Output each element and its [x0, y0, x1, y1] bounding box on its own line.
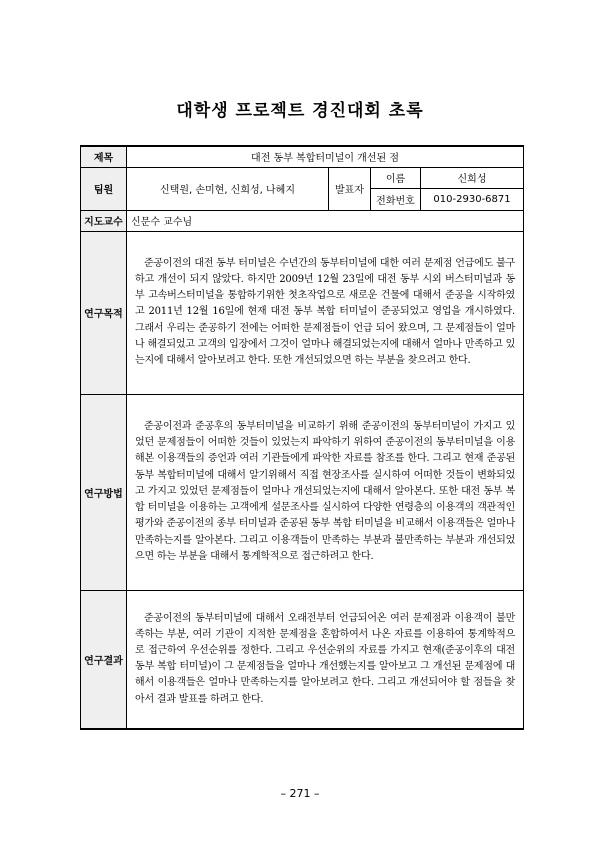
title-value: 대전 동부 복합터미널이 개선된 점	[127, 146, 524, 167]
method-label: 연구방법	[81, 394, 127, 590]
method-text: 준공이전과 준공후의 동부터미널을 비교하기 위해 준공이전의 동부터미널이 가지고 있었던 문제점들이 어떠한 것들이 있었는지 파악하기 위하여 준공이전의 동부터미널을 이용해본 이용객들의 증언과 여러 기관들에게 파악한 자료를 참조를 한다. 그리고 현재 준공된 동부 복합터미널에 대해서 알기위해서 직접 현장조사를 실시하여 어떠한 것들이 변화되었고 가지고 있었던 문제점들이 얼마나 개선되었는지에 대해서 알아본다. 또한 대전 동부 복합 터미널을 이용하는 고객에게 설문조사를 실시하여 다양한 연령층의 이용객의 객관적인 평가와 준공이전의 종부 터미널과 준공된 동부 복합 터미널을 비교해서 이용객들은 얼마나 만족하는지를 알아본다. 그리고 이용객들이 만족하는 부분과 불만족하는 부분과 개선되었으면 하는 부분을 대해서 통계학적으로 접근하려고 한다.	[127, 394, 524, 590]
result-label: 연구결과	[81, 590, 127, 729]
team-value: 신택원, 손미현, 신희성, 나혜지	[127, 167, 329, 210]
page-title: 대학생 프로젝트 경진대회 초록	[176, 101, 424, 121]
title-label: 제목	[81, 146, 127, 167]
name-label: 이름	[371, 167, 421, 188]
page-number: – 271 –	[280, 787, 320, 800]
team-label: 팀원	[81, 167, 127, 210]
advisor-value: 신문수 교수님	[127, 210, 524, 231]
purpose-text: 준공이전의 대전 동부 터미널은 수년간의 동부터미널에 대한 여러 문제점 언급에도 불구하고 개선이 되지 않았다. 하지만 2009년 12월 23일에 대전 동부 시외 버스터미널과 동부 고속버스터미널을 통합하기위한 첫초작업으로 새로운 건물에 대해서 준공을 시작하였고 2011년 12월 16일에 현재 대전 동부 복합 터미널이 준공되었고 영업을 개시하였다. 그래서 우리는 준공하기 전에는 어떠한 문제점들이 언급 되어 왔으며, 그 문제점들이 얼마나 해결되었고 고객의 입장에서 그것이 얼마나 해결되었는지에 대해서 얼마나 만족하고 있는지에 대해서 알아보려고 한다. 또한 개선되었으면 하는 부분을 찾으려고 한다.	[127, 231, 524, 394]
presenter-label: 발표자	[329, 167, 371, 210]
purpose-label: 연구목적	[81, 231, 127, 394]
advisor-label: 지도교수	[81, 210, 127, 231]
name-value: 신희성	[421, 167, 524, 188]
phone-value: 010-2930-6871	[421, 188, 524, 210]
abstract-form-table	[80, 145, 524, 730]
result-text: 준공이전의 동부터미널에 대해서 오래전부터 언급되어온 여러 문제점과 이용객이 불만족하는 부분, 여러 기관이 지적한 문제점을 혼합하여서 나온 자료를 이용하여 통계학적으로 접근하여 우선순위를 정한다. 그리고 우선순위의 자료를 가지고 현재(준공이후의 대전 동부 복합 터미널)이 그 문제점들을 얼마나 개선했는지를 알아보고 그 개선된 문제점에 대해서 이용객들은 얼마나 만족하는지를 알아보려고 한다. 그리고 개선되어야 할 점들을 찾아서 결과 발표를 하려고 한다.	[127, 590, 524, 729]
phone-label: 전화번호	[371, 188, 421, 210]
